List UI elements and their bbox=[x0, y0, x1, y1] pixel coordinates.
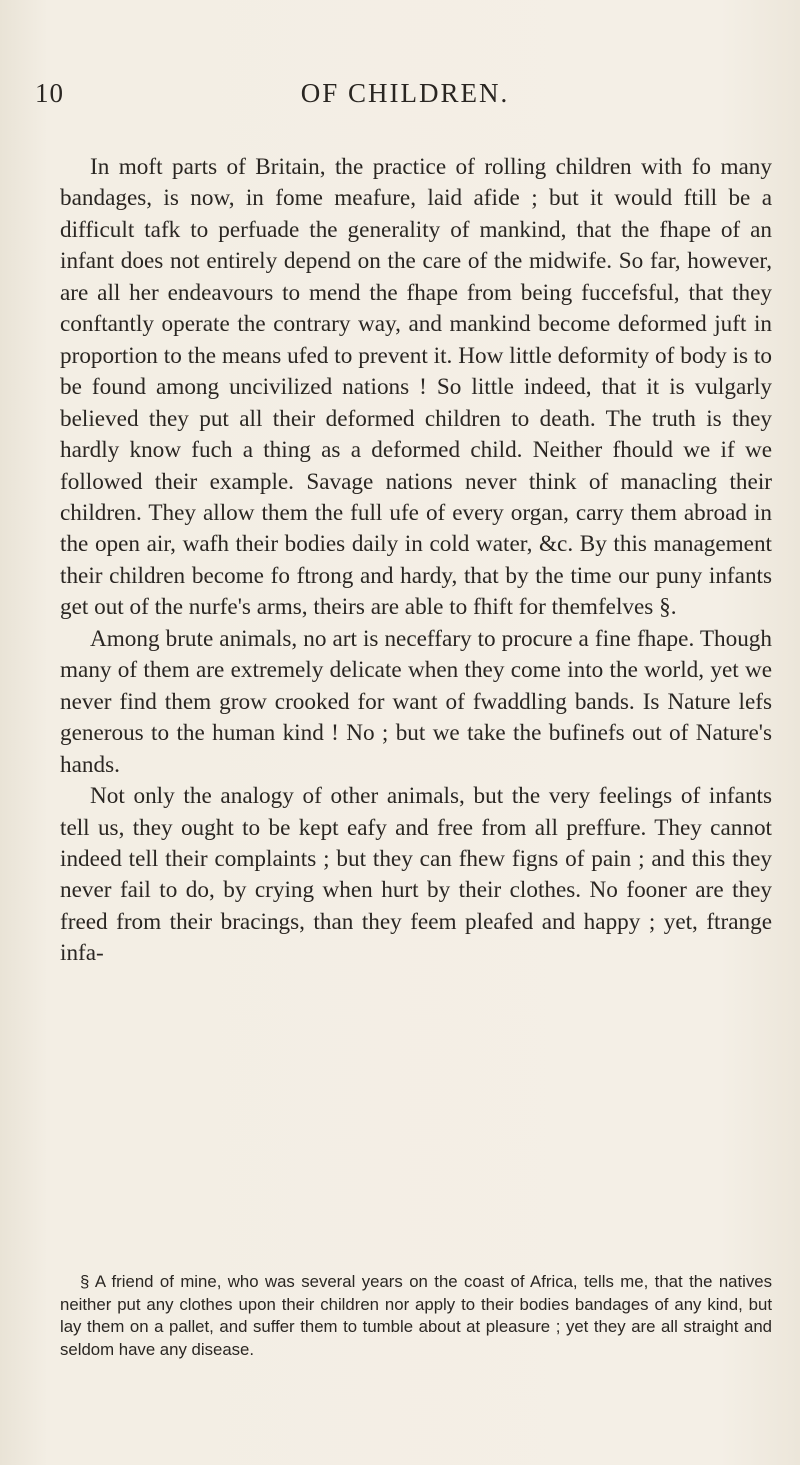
footnote-text: § A friend of mine, who was several years on the coast of Africa, tells me, that the natives neither put any clothes upon their children nor apply to their bodies bandages of any kind, but lay them on a pallet, and suffer them to tumble about at pleasure ; yet they are all straight and seldom have any disease. bbox=[60, 1272, 772, 1359]
body-text bbox=[60, 152, 772, 970]
paragraph-3: Not only the analogy of other animals, but the very feelings of infants tell us, they ought to be kept eafy and free from all preffure. They cannot indeed tell their complaints ; but they can fhew figns of pain ; and this they never fail to do, by crying when hurt by their clothes. No fooner are they freed from their bracings, than they feem pleafed and happy ; yet, ftrange infa- bbox=[60, 783, 772, 967]
paragraph-1: In moft parts of Britain, the practice of rolling children with fo many bandages, is now, in fome meafure, laid afide ; but it would ftill be a difficult tafk to perfuade the generality of mankind, that the fhape of an infant does not entirely depend on the care of the midwife. So far, however, are all her endeavours to mend the fhape from being fuccefsful, that they conftantly operate the contrary way, and mankind become deformed juft in proportion to the means ufed to prevent it. How little deformity of body is to be found among uncivilized nations ! So little indeed, that it is vulgarly believed they put all their deformed children to death. The truth is they hardly know fuch a thing as a deformed child. Neither fhould we if we followed their example. Savage nations never think of manacling their children. They allow them the full ufe of every organ, carry them abroad in the open air, wafh their bodies daily in cold water, &c. By this management their children become fo ftrong and hardy, that by the time our puny infants get out of the nurfe's arms, theirs are able to fhift for themfelves §. bbox=[60, 154, 772, 621]
page-header bbox=[35, 78, 775, 118]
running-head: OF CHILDREN. bbox=[300, 78, 510, 108]
page-number: 10 bbox=[35, 78, 64, 108]
paragraph-2: Among brute animals, no art is neceffary to procure a fine fhape. Though many of them are extremely delicate when they come into the world, yet we never find them grow crooked for want of fwaddling bands. Is Nature lefs generous to the human kind ! No ; but we take the bufinefs out of Nature's hands. bbox=[60, 625, 772, 778]
footnote bbox=[60, 1271, 772, 1361]
